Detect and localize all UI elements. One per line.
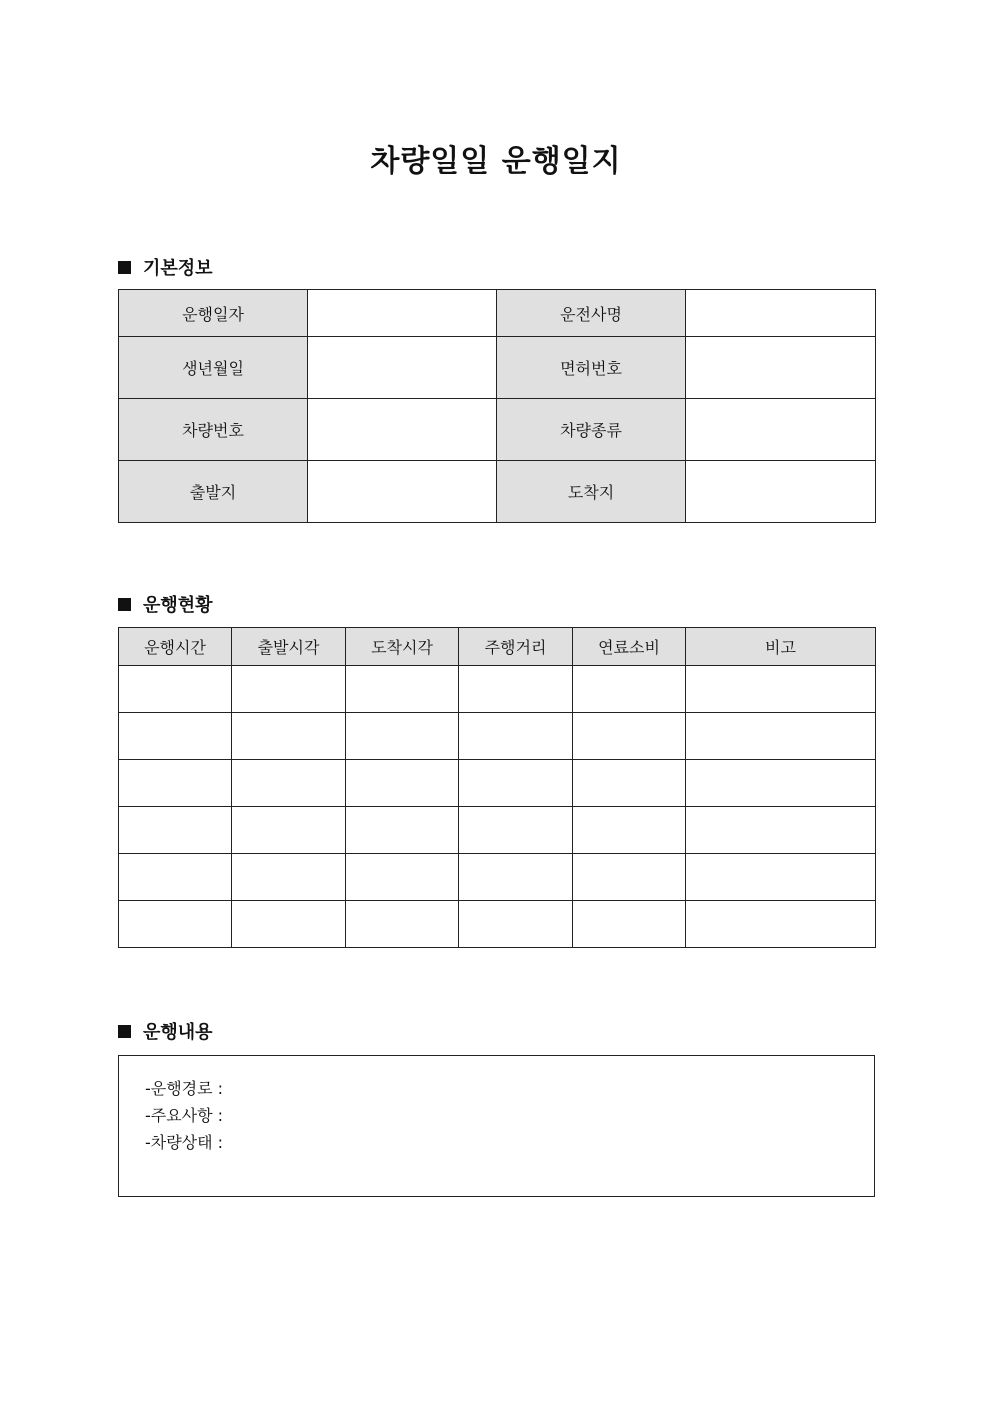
table-cell[interactable] bbox=[232, 760, 346, 807]
table-cell[interactable] bbox=[686, 807, 876, 854]
table-cell[interactable] bbox=[346, 854, 459, 901]
square-bullet-icon bbox=[118, 1025, 131, 1038]
label-cell: 차량번호 bbox=[119, 399, 308, 461]
label-cell: 면허번호 bbox=[497, 337, 686, 399]
basic-info-table bbox=[118, 289, 876, 523]
table-row bbox=[119, 399, 876, 461]
table-cell[interactable] bbox=[232, 666, 346, 713]
status-table bbox=[118, 627, 876, 948]
table-cell[interactable] bbox=[119, 901, 232, 948]
table-cell[interactable] bbox=[459, 666, 573, 713]
label-cell: 차량종류 bbox=[497, 399, 686, 461]
table-row bbox=[119, 461, 876, 523]
table-cell[interactable] bbox=[459, 760, 573, 807]
table-row bbox=[119, 290, 876, 337]
square-bullet-icon bbox=[118, 261, 131, 274]
label-cell: 도착지 bbox=[497, 461, 686, 523]
table-row bbox=[119, 854, 876, 901]
label-cell: 생년월일 bbox=[119, 337, 308, 399]
value-cell[interactable] bbox=[308, 461, 497, 523]
table-cell[interactable] bbox=[232, 854, 346, 901]
table-cell[interactable] bbox=[686, 713, 876, 760]
column-header: 도착시각 bbox=[346, 628, 459, 666]
table-cell[interactable] bbox=[119, 760, 232, 807]
table-cell[interactable] bbox=[119, 713, 232, 760]
table-cell[interactable] bbox=[232, 713, 346, 760]
table-cell[interactable] bbox=[573, 807, 686, 854]
table-cell[interactable] bbox=[686, 666, 876, 713]
table-cell[interactable] bbox=[573, 713, 686, 760]
column-header: 주행거리 bbox=[459, 628, 573, 666]
table-cell[interactable] bbox=[119, 854, 232, 901]
label-cell: 출발지 bbox=[119, 461, 308, 523]
table-cell[interactable] bbox=[232, 901, 346, 948]
value-cell[interactable] bbox=[308, 337, 497, 399]
content-line-notes: -주요사항 : bbox=[145, 1106, 224, 1125]
column-header: 연료소비 bbox=[573, 628, 686, 666]
table-header-row bbox=[119, 628, 876, 666]
table-cell[interactable] bbox=[119, 807, 232, 854]
table-cell[interactable] bbox=[459, 713, 573, 760]
section-heading-label: 기본정보 bbox=[143, 258, 213, 279]
content-lines bbox=[145, 1075, 223, 1156]
table-cell[interactable] bbox=[459, 807, 573, 854]
table-cell[interactable] bbox=[346, 760, 459, 807]
table-cell[interactable] bbox=[686, 901, 876, 948]
section-heading-label: 운행현황 bbox=[143, 595, 213, 616]
value-cell[interactable] bbox=[686, 290, 876, 337]
table-cell[interactable] bbox=[573, 666, 686, 713]
square-bullet-icon bbox=[118, 598, 131, 611]
page-title: 차량일일 운행일지 bbox=[370, 144, 622, 179]
table-cell[interactable] bbox=[346, 713, 459, 760]
section-heading-content bbox=[118, 1018, 213, 1044]
value-cell[interactable] bbox=[308, 290, 497, 337]
table-row bbox=[119, 807, 876, 854]
section-heading-status bbox=[118, 591, 213, 617]
value-cell[interactable] bbox=[308, 399, 497, 461]
label-cell: 운전사명 bbox=[497, 290, 686, 337]
content-box[interactable] bbox=[118, 1055, 875, 1197]
table-cell[interactable] bbox=[346, 666, 459, 713]
column-header: 비고 bbox=[686, 628, 876, 666]
table-row bbox=[119, 901, 876, 948]
value-cell[interactable] bbox=[686, 337, 876, 399]
table-row bbox=[119, 337, 876, 399]
section-heading-basic bbox=[118, 254, 213, 280]
table-cell[interactable] bbox=[686, 760, 876, 807]
value-cell[interactable] bbox=[686, 399, 876, 461]
value-cell[interactable] bbox=[686, 461, 876, 523]
table-row bbox=[119, 666, 876, 713]
column-header: 운행시간 bbox=[119, 628, 232, 666]
table-cell[interactable] bbox=[686, 854, 876, 901]
table-cell[interactable] bbox=[573, 901, 686, 948]
column-header: 출발시각 bbox=[232, 628, 346, 666]
table-cell[interactable] bbox=[119, 666, 232, 713]
content-line-route: -운행경로 : bbox=[145, 1079, 224, 1098]
label-cell: 운행일자 bbox=[119, 290, 308, 337]
table-cell[interactable] bbox=[346, 807, 459, 854]
table-cell[interactable] bbox=[459, 901, 573, 948]
content-line-vehicle-status: -차량상태 : bbox=[145, 1133, 224, 1152]
table-cell[interactable] bbox=[346, 901, 459, 948]
table-row bbox=[119, 760, 876, 807]
table-cell[interactable] bbox=[232, 807, 346, 854]
table-row bbox=[119, 713, 876, 760]
section-heading-label: 운행내용 bbox=[143, 1022, 213, 1043]
table-cell[interactable] bbox=[573, 854, 686, 901]
table-cell[interactable] bbox=[459, 854, 573, 901]
table-cell[interactable] bbox=[573, 760, 686, 807]
